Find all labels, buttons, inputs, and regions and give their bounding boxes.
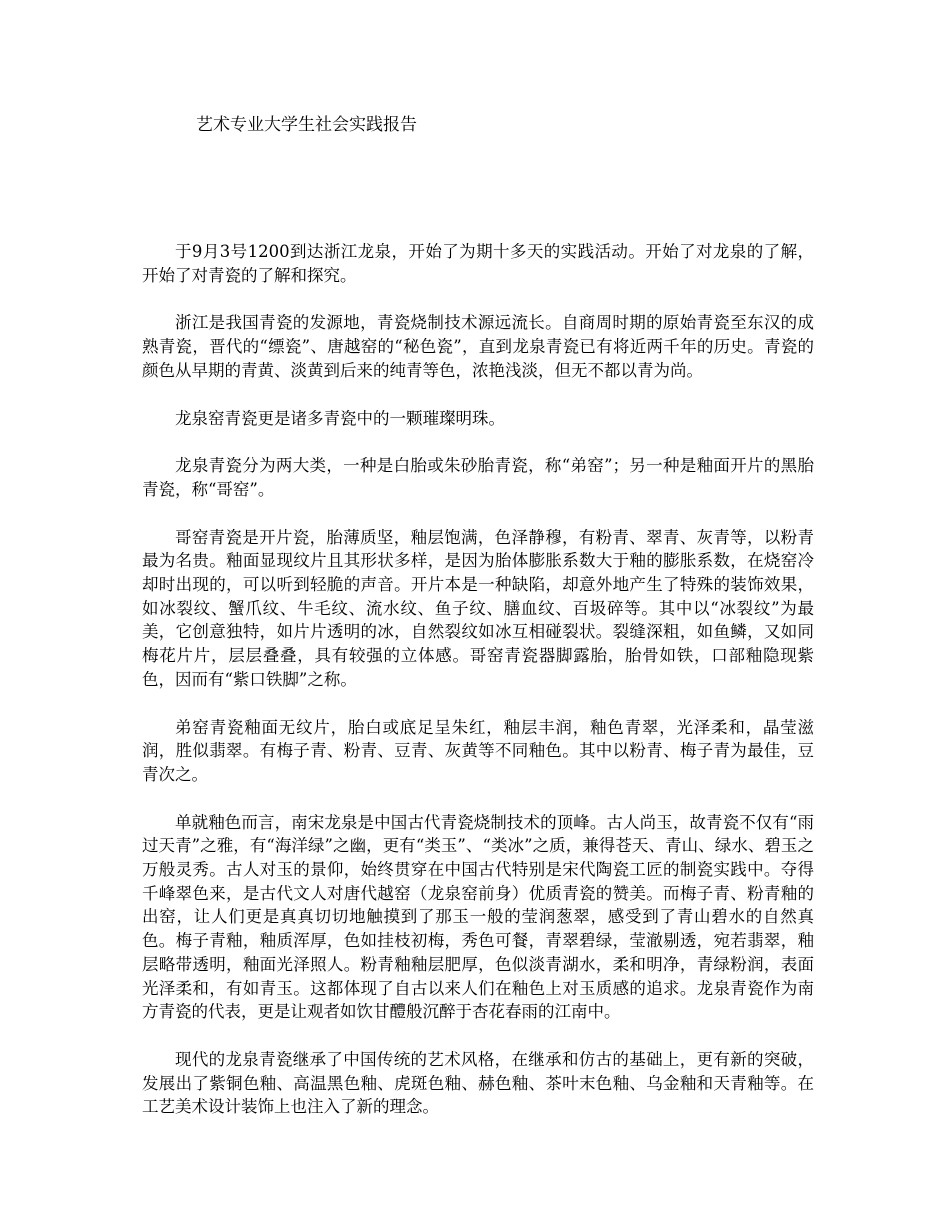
paragraph-arrival: 于9月3号1200到达浙江龙泉，开始了为期十多天的实践活动。开始了对龙泉的了解，开始了对青瓷的了解和探究。 bbox=[142, 242, 814, 285]
document-title: 艺术专业大学生社会实践报告 bbox=[196, 115, 417, 135]
paragraph-two-categories: 龙泉青瓷分为两大类，一种是白胎或朱砂胎青瓷，称“弟窑”；另一种是釉面开片的黑胎青瓷，称“哥窑”。 bbox=[142, 456, 814, 499]
paragraph-glaze-color: 单就釉色而言，南宋龙泉是中国古代青瓷烧制技术的顶峰。古人尚玉，故青瓷不仅有“雨过天青”之雅，有“海洋绿”之幽，更有“类玉”、“类冰”之质，兼得苍天、青山、绿水、碧玉之万般灵秀。古人对玉的景仰，始终贯穿在中国古代特别是宋代陶瓷工匠的制瓷实践中。夺得千峰翠色来，是古代文人对唐代越窑（龙泉窑前身）优质青瓷的赞美。而梅子青、粉青釉的出窑，让人们更是真真切切地触摸到了那玉一般的莹润葱翠，感受到了青山碧水的自然真色。梅子青釉，釉质浑厚，色如挂枝初梅，秀色可餐，青翠碧绿，莹澈剔透，宛若翡翠，釉层略带透明，釉面光泽照人。粉青釉釉层肥厚，色似淡青湖水，柔和明净，青绿粉润，表面光泽柔和，有如青玉。这都体现了自古以来人们在釉色上对玉质感的追求。龙泉青瓷作为南方青瓷的代表，更是让观者如饮甘醴般沉醉于杏花春雨的江南中。 bbox=[142, 812, 814, 1022]
document-body bbox=[142, 240, 814, 1143]
paragraph-modern-celadon: 现代的龙泉青瓷继承了中国传统的艺术风格，在继承和仿古的基础上，更有新的突破，发展出了紫铜色釉、高温黑色釉、虎斑色釉、赫色釉、茶叶末色釉、乌金釉和天青釉等。在工艺美术设计装饰上也注入了新的理念。 bbox=[142, 1049, 814, 1117]
paragraph-di-kiln: 弟窑青瓷釉面无纹片，胎白或底足呈朱红，釉层丰润，釉色青翠，光泽柔和，晶莹滋润，胜似翡翠。有梅子青、粉青、豆青、灰黄等不同釉色。其中以粉青、梅子青为最佳，豆青次之。 bbox=[142, 717, 814, 784]
paragraph-ge-kiln: 哥窑青瓷是开片瓷，胎薄质坚，釉层饱满，色泽静穆，有粉青、翠青、灰青等，以粉青最为名贵。釉面显现纹片且其形状多样，是因为胎体膨胀系数大于釉的膨胀系数，在烧窑冷却时出现的，可以听到轻脆的声音。开片本是一种缺陷，却意外地产生了特殊的装饰效果，如冰裂纹、蟹爪纹、牛毛纹、流水纹、鱼子纹、膳血纹、百圾碎等。其中以“冰裂纹”为最美，它创意独特，如片片透明的冰，自然裂纹如冰互相碰裂状。裂缝深粗，如鱼鳞，又如同梅花片片，层层叠叠，具有较强的立体感。哥窑青瓷器脚露胎，胎骨如铁，口部釉隐现紫色，因而有“紫口铁脚”之称。 bbox=[142, 527, 814, 689]
paragraph-longquan-pearl: 龙泉窑青瓷更是诸多青瓷中的一颗璀璨明珠。 bbox=[175, 408, 505, 428]
paragraph-zhejiang-celadon-history: 浙江是我国青瓷的发源地，青瓷烧制技术源远流长。自商周时期的原始青瓷至东汉的成熟青瓷，晋代的“缥瓷”、唐越窑的“秘色瓷”，直到龙泉青瓷已有将近两千年的历史。青瓷的颜色从早期的青黄、淡黄到后来的纯青等色，浓艳浅淡，但无不都以青为尚。 bbox=[142, 313, 814, 380]
